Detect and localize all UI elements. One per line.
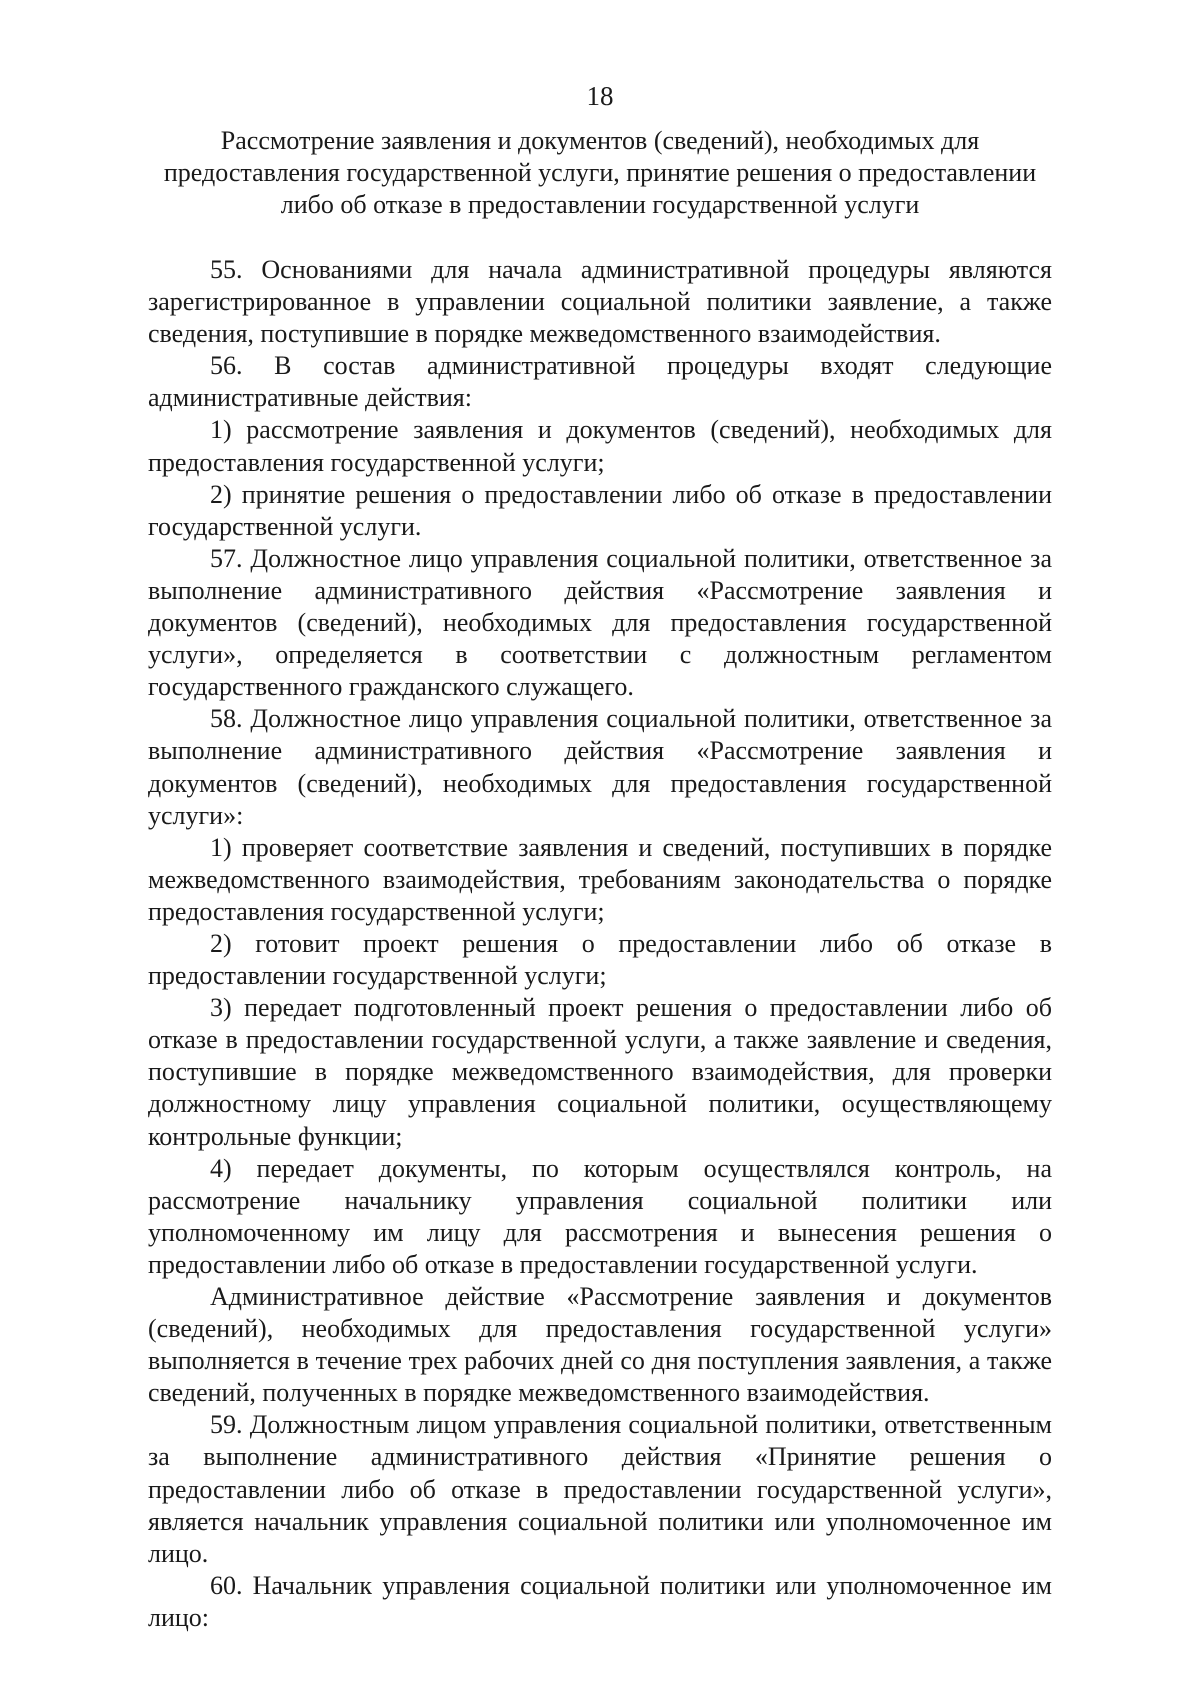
paragraph-56-item-2: 2) принятие решения о предоставлении либо об отказе в предоставлении государственной услуги. [148, 479, 1052, 541]
paragraph-58-item-2: 2) готовит проект решения о предоставлении либо об отказе в предоставлении государственной услуги; [148, 928, 1052, 991]
paragraph-56: 56. В состав административной процедуры входят следующие административные действия: [148, 351, 1052, 413]
paragraph-58-item-4: 4) передает документы, по которым осуществлялся контроль, на рассмотрение начальнику управления социальной политики или уполномоченному им лицу для рассмотрения и вынесения решения о предоставлении либо об отказе в предоставлении государственной услуги. [148, 1153, 1052, 1279]
paragraph-58-deadline: Административное действие «Рассмотрение заявления и документов (сведений), необходимых для предоставления государственной услуги» выполняется в течение трех рабочих дней со дня поступления заявления, а также сведений, полученных в порядке межведомственного взаимодействия. [148, 1282, 1052, 1408]
paragraph-58-item-3: 3) передает подготовленный проект решения о предоставлении либо об отказе в предоставлении государственной услуги, а также заявление и сведения, поступившие в порядке межведомственного взаимодействия, для проверки должностному лицу управления социальной политики, осуществляющему контрольные функции; [148, 993, 1052, 1151]
page-number: 18 [586, 81, 614, 111]
document-body [148, 254, 1052, 1634]
paragraph-56-item-1: 1) рассмотрение заявления и документов (сведений), необходимых для предоставления государственной услуги; [148, 415, 1052, 477]
paragraph-58: 58. Должностное лицо управления социальной политики, ответственное за выполнение административного действия «Рассмотрение заявления и документов (сведений), необходимых для предоставления государственной услуги»: [148, 704, 1052, 830]
section-heading: Рассмотрение заявления и документов (сведений), необходимых для предоставления государственной услуги, принятие решения о предоставлении либо об отказе в предоставлении государственной услуги [163, 126, 1037, 219]
paragraph-55: 55. Основаниями для начала административной процедуры являются зарегистрированное в управлении социальной политики заявление, а также сведения, поступившие в порядке межведомственного взаимодействия. [148, 255, 1052, 349]
paragraph-60: 60. Начальник управления социальной политики или уполномоченное им лицо: [148, 1570, 1052, 1632]
paragraph-59: 59. Должностным лицом управления социальной политики, ответственным за выполнение административного действия «Принятие решения о предоставлении либо об отказе в предоставлении государственной услуги», является начальник управления социальной политики или уполномоченное им лицо. [148, 1410, 1052, 1568]
paragraph-58-item-1: 1) проверяет соответствие заявления и сведений, поступивших в порядке межведомственного взаимодействия, требованиям законодательства о порядке предоставления государственной услуги; [148, 832, 1052, 926]
paragraph-57: 57. Должностное лицо управления социальной политики, ответственное за выполнение административного действия «Рассмотрение заявления и документов (сведений), необходимых для предоставления государственной услуги», определяется в соответствии с должностным регламентом государственного гражданского служащего. [148, 543, 1052, 702]
